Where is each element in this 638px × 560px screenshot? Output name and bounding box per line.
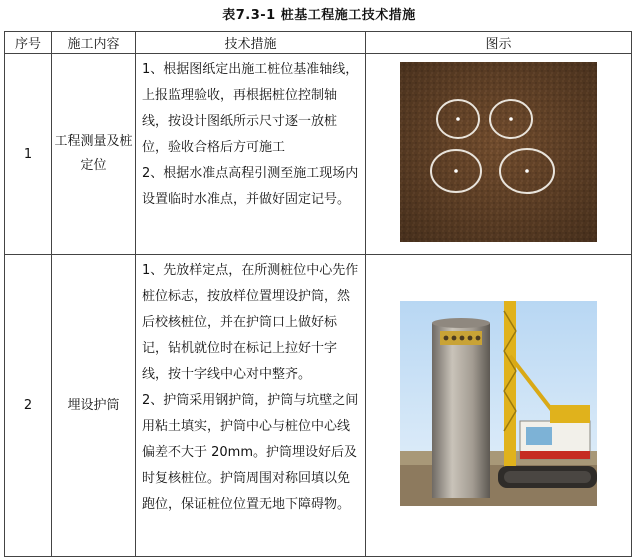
row-measures xyxy=(136,54,366,255)
row-content: 埋设护筒 xyxy=(52,255,136,557)
row-content: 工程测量及桩定位 xyxy=(52,54,136,255)
table-row xyxy=(5,54,632,255)
header-measures: 技术措施 xyxy=(136,32,366,54)
row-number: 2 xyxy=(5,255,52,557)
soil-pile-markers-photo xyxy=(400,62,597,242)
technical-measures-table xyxy=(4,31,632,557)
measure-item: 1、根据图纸定出施工桩位基准轴线，上报监理验收，再根据桩位控制轴线，按设计图纸所示尺寸逐一放桩位，验收合格后方可施工 xyxy=(142,62,359,155)
header-illustration: 图示 xyxy=(366,32,632,54)
steel-casing-drill-rig-photo xyxy=(400,301,597,506)
header-no: 序号 xyxy=(5,32,52,54)
measure-item: 1、先放样定点，在所测桩位中心先作桩位标志，按放样位置埋设护筒，然后校核桩位，并在护筒口上做好标记，钻机就位时在标记上拉好十字线，按十字线中心对中整齐。 xyxy=(142,263,359,382)
table-caption: 表7.3-1 桩基工程施工技术措施 xyxy=(222,8,416,23)
row-illustration xyxy=(366,54,632,255)
row-illustration xyxy=(366,255,632,557)
header-row xyxy=(5,32,632,54)
row-measures xyxy=(136,255,366,557)
measure-item: 2、护筒采用钢护筒，护筒与坑壁之间用粘土填实，护筒中心与桩位中心线偏差不大于 20mm。护筒埋设好后及时复核桩位。护筒周围对称回填以免跑位，保证桩位位置无地下障碍物。 xyxy=(142,393,359,512)
row-number: 1 xyxy=(5,54,52,255)
measure-item: 2、根据水准点高程引测至施工现场内设置临时水准点，并做好固定记号。 xyxy=(142,166,359,207)
table-row xyxy=(5,255,632,557)
header-content: 施工内容 xyxy=(52,32,136,54)
